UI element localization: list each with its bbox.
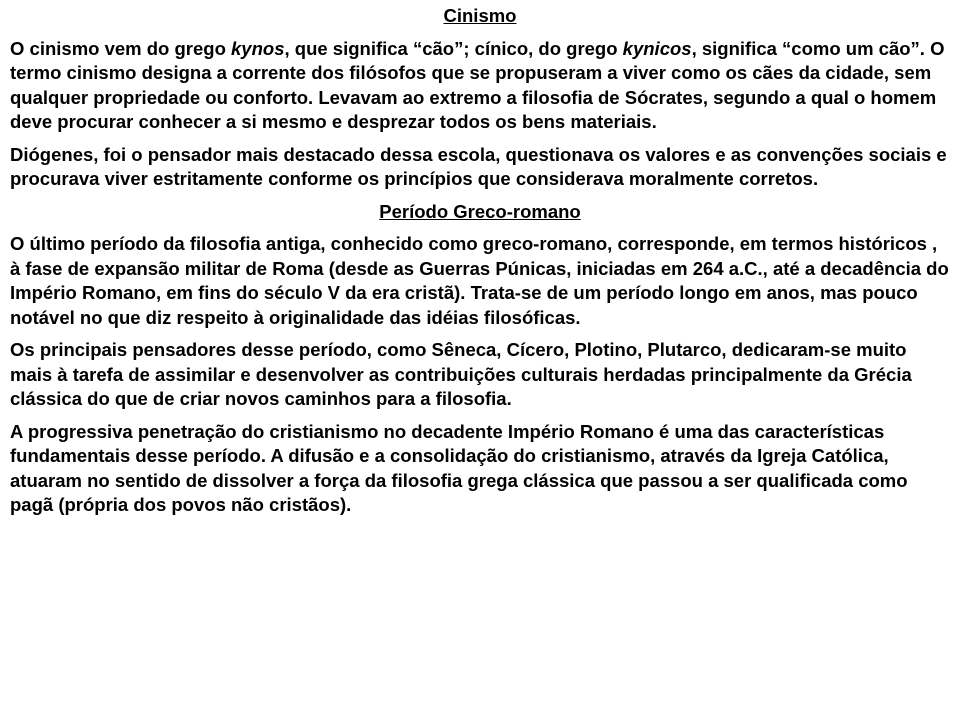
heading-greco-romano: Período Greco-romano	[379, 200, 581, 222]
paragraph-cinismo-origin	[10, 37, 950, 135]
paragraph-christianity: A progressiva penetração do cristianismo no decadente Império Romano é uma das características fundamentais desse período. A difusão e a consolidação do cristianismo, através da Igreja Católica, atuaram no sentido de dissolver a força da filosofia grega clássica que passou a ser qualificada como pagã (própria dos povos não cristãos).	[10, 420, 908, 515]
paragraph-diogenes: Diógenes, foi o pensador mais destacado dessa escola, questionava os valores e as convenções sociais e procurava viver estritamente conforme os princípios que considerava moralmente corretos.	[10, 143, 947, 189]
text-segment: , significa “como um cão”. O termo cinismo designa a corrente dos filósofos que se propuseram a viver como os cães da cidade, sem qualquer propriedade ou conforto. Levavam ao extremo a filosofia de Sócrates, segundo a qual o homem deve procurar conhecer a si mesmo e desprezar todos os bens materiais.	[10, 37, 945, 132]
term-kynos: kynos	[231, 37, 285, 59]
term-kynicos: kynicos	[622, 37, 692, 59]
text-segment: O cinismo vem do grego	[10, 37, 232, 59]
paragraph-principal-thinkers: Os principais pensadores desse período, como Sêneca, Cícero, Plotino, Plutarco, dedicaram-se muito mais à tarefa de assimilar e desenvolver as contribuições culturais herdadas principalmente da Grécia clássica do que de criar novos caminhos para a filosofia.	[10, 339, 912, 409]
heading-cinismo: Cinismo	[443, 5, 517, 26]
text-segment: , que significa “cão”; cínico, do grego	[284, 37, 623, 59]
paragraph-greco-romano-period: O último período da filosofia antiga, conhecido como greco-romano, corresponde, em termos históricos , à fase de expansão militar de Roma (desde as Guerras Púnicas, iniciadas em 264 a.C., até a decadência do Império Romano, em fins do século V da era cristã). Trata-se de um período longo em anos, mas pouco notável no que diz respeito à originalidade das idéias filosóficas.	[10, 233, 949, 328]
